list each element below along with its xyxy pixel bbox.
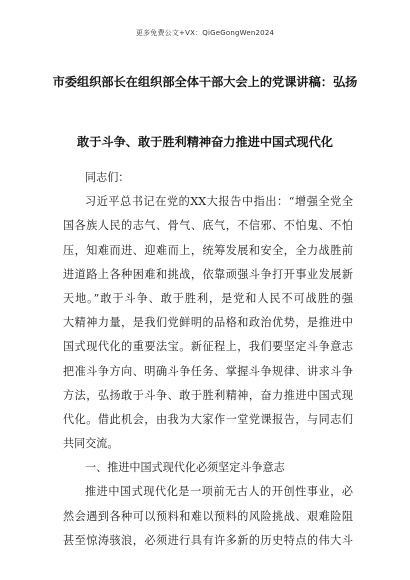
section-heading: 一、推进中国式现代化必须坚定斗争意志 [85, 461, 285, 475]
paragraph-1-line: 代化。借此机会，由我为大家作一堂党课报告，与同志们 [63, 412, 353, 426]
header-note: 更多免费公文+VX：QiGeGongWen2024 [135, 29, 275, 37]
paragraph-1-line: 天地。”敢于斗争、敢于胜利，是党和人民不可战胜的强 [63, 291, 353, 305]
salutation: 同志们： [85, 171, 130, 184]
paragraph-1-line: 压，知难而进、迎难而上，统筹发展和安全，全力战胜前 [63, 243, 353, 257]
paragraph-2-line: 推进中国式现代化是一项前无古人的开创性事业，必 [85, 485, 353, 499]
paragraph-1-line: 国各族人民的志气、骨气、底气，不信邪、不怕鬼、不怕 [63, 219, 353, 233]
document-title-line-2: 敢于斗争、敢于胜利精神奋力推进中国式现代化 [77, 135, 333, 149]
paragraph-1-line: 方法，弘扬敢于斗争、敢于胜利精神，奋力推进中国式现 [63, 388, 353, 402]
paragraph-2-line: 然会遇到各种可以预料和难以预料的风险挑战、艰难险阻 [63, 509, 353, 523]
paragraph-1-line: 进道路上各种困难和挑战，依靠顽强斗争打开事业发展新 [63, 267, 353, 281]
paragraph-1-line: 共同交流。 [63, 437, 119, 451]
paragraph-1-line: 把准斗争方向、明确斗争任务、掌握斗争规律、讲求斗争 [63, 364, 353, 378]
paragraph-1-line: 习近平总书记在党的XX大报告中指出：“增强全党全 [85, 195, 353, 209]
paragraph-1-line: 国式现代化的重要法宝。新征程上，我们要坚定斗争意志 [63, 340, 353, 354]
paragraph-2-line: 甚至惊涛骇浪，必须进行具有许多新的历史特点的伟大斗 [63, 533, 353, 547]
document-title-line-1: 市委组织部长在组织部全体干部大会上的党课讲稿：弘扬 [52, 75, 358, 89]
paragraph-1-line: 大精神力量，是我们党鲜明的品格和政治优势，是推进中 [63, 316, 353, 330]
document-body [63, 166, 353, 553]
